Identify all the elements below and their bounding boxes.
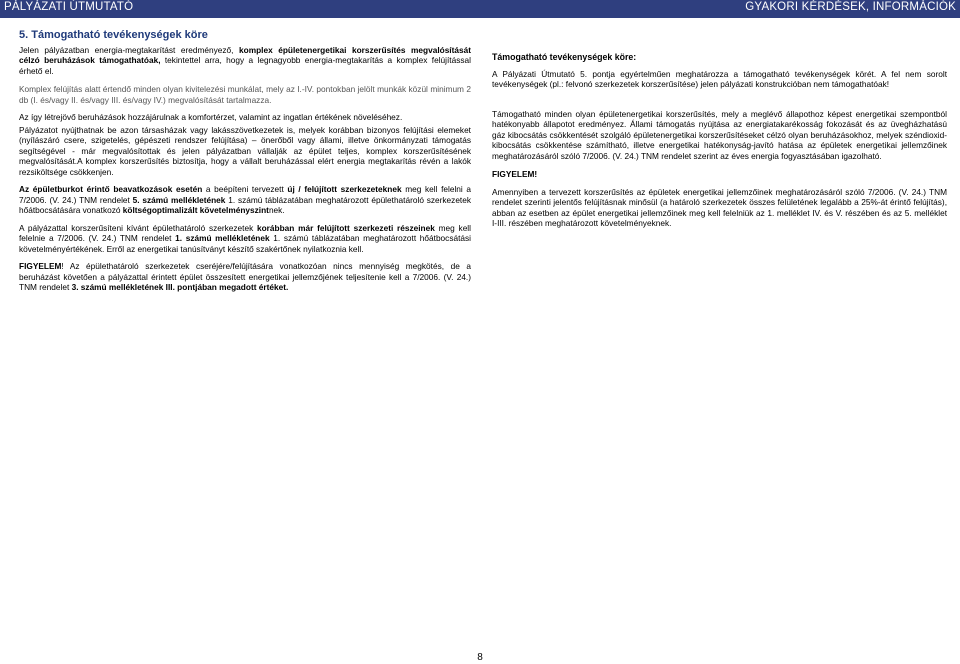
right-title: Támogatható tevékenységek köre: (492, 52, 637, 62)
envelope-text-4: nek. (268, 205, 285, 215)
applicants-text-2: A komplex korszerűsítés biztosítja, hogy a vállalt beruházással elért energia megtakarítás révén a lakók rezsiköltsége csökkenjen. (19, 156, 471, 177)
complex-renovation-paragraph: Komplex felújítás alatt értendő minden olyan kivitelezési munkálat, mely az I.-IV. pontokban jelölt munkák közül minimum 2 db (I. és/vagy II. és/vagy III. és/vagy IV.) megvalósítását tartalmazza. (19, 84, 471, 105)
right-paragraph-1: A Pályázati Útmutató 5. pontja egyértelműen meghatározza a támogatható tevékenységek körét. A fel nem sorolt tevékenységek (pl.: felvonó szerkezetek korszerűsítése) jelen pályázati konstrukcióban nem támogathatóak! (492, 68, 947, 89)
applicants-paragraph (19, 125, 471, 178)
envelope-bold-1: Az épületburkot érintő beavatkozások esetén (19, 184, 203, 194)
envelope-bold-4: költségoptimalizált követelményszint (122, 205, 269, 215)
renovated-parts-paragraph (19, 223, 471, 255)
section-title: 5. Támogatható tevékenységek köre (19, 29, 208, 41)
envelope-bold-3: 5. számú mellékletének (132, 194, 226, 205)
page-number: 8 (477, 652, 483, 663)
comfort-paragraph: Az így létrejövő beruházások hozzájárulnak a komfortérzet, valamint az ingatlan értékének növeléséhez. (19, 112, 403, 122)
left-column (19, 30, 471, 300)
renovated-text-1: A pályázattal korszerűsíteni kívánt épülethatároló szerkezetek (19, 222, 257, 233)
right-paragraph-3: Amennyiben a tervezett korszerűsítés az épületek energetikai jellemzőinek meghatározásáról szóló 7/2006. (V. 24.) TNM rendelet szerinti jelentős felújításnak minősül (a határoló szerkezetek összes felületének legalább a 25%-át érintő felújítás), abban az esetben az épület energetikai jellemzőinek meg kell felelniük az 1. melléklet IV. és V. részében és az 5. melléklet I-III. részében meghatározott követelményeknek. (492, 186, 947, 228)
intro-bold: komplex épületenergetikai korszerűsítés megvalósítását célzó beruházások támogathatóak, (19, 44, 471, 65)
renovated-bold-1: korábban már felújított szerkezeti részeinek (257, 222, 435, 233)
header-title-right: GYAKORI KÉRDÉSEK, INFORMÁCIÓK (745, 1, 956, 13)
warning-text-1: ! Az épülethatároló szerkezetek cseréjére/felújítására vonatkozóan nincs mennyiség megkötés, de a beruházást követően a pályázattal érintett épület összesített energetikai jellemzőjének teljesítenie kell a 7/2006. (V. 24.) TNM rendelet (19, 261, 471, 292)
envelope-text-2: meg kell felelni a 7/2006. (V. 24.) TNM rendelet (19, 184, 471, 205)
renovated-text-4: . Erről az energetikai tanúsítványt készítő szakértőnek nyilatkoznia kell. (102, 243, 364, 254)
right-column (492, 52, 947, 236)
renovated-bold-2: 1. számú mellékletének (175, 233, 270, 243)
renovated-text-2: meg kell felelnie a 7/2006. (V. 24.) TNM rendelet (19, 222, 471, 243)
right-paragraph-2: Támogatható minden olyan épületenergetikai korszerűsítés, mely a meglévő állapothoz képest energetikai szempontból hatékonyabb állapotot eredményez. Állami támogatás nyújtása az energiatakarékosság fokozását és az üvegházhatású gáz kibocsátás csökkentését szolgáló épületenergetikai korszerűsítéseket célzó olyan beruházásokhoz, melyek széndioxid-kibocsátás csökkentése számítható, illetve energetikai hatékonyság-javító hatása az épületek energetikai jellemzőinek meghatározásáról szóló 7/2006. (V. 24.) TNM rendelet szerint az éves energia fogyasztásában igazolható. (492, 108, 947, 161)
warning-bold-2: 3. számú mellékletének III. pontjában megadott értéket. (71, 282, 289, 292)
header-title-left: PÁLYÁZATI ÚTMUTATÓ (4, 1, 134, 13)
intro-text-2: tekintettel arra, hogy a legnagyobb energia-megtakarítás a komplex felújítással érhető el. (19, 55, 471, 76)
header-bar (0, 0, 960, 18)
warning-bold-1: FIGYELEM (19, 261, 62, 271)
envelope-bold-2: új / felújított szerkezeteknek (287, 184, 402, 194)
right-warning-label: FIGYELEM! (492, 169, 538, 179)
intro-paragraph (19, 45, 471, 77)
envelope-text-1: a beépíteni tervezett (202, 184, 288, 194)
renovated-text-3: 1. számú táblázatában meghatározott hőátbocsátási követelményértékének (19, 233, 471, 254)
applicants-text-1: Pályázatot nyújthatnak be azon társasházak vagy lakásszövetkezetek is, melyek korábban bizonyos felújítási elemeket (nyílászáró csere, szigetelés, gépészeti rendszer felújítása) – önerőből vagy állami, illetve önkormányzati támogatás segítségével - már megvalósítottak és jelen pályázatban vállalják az épület teljes, komplex korszerűsítésének megvalósítását. (19, 124, 471, 166)
envelope-text-3: 1. számú táblázatában meghatározott épülethatároló szerkezetek hőátbocsátására vonatkozó (19, 194, 471, 215)
envelope-paragraph (19, 184, 471, 216)
intro-text-1: Jelen pályázatban energia-megtakarítást eredményező, (19, 44, 240, 55)
warning-paragraph (19, 261, 471, 293)
